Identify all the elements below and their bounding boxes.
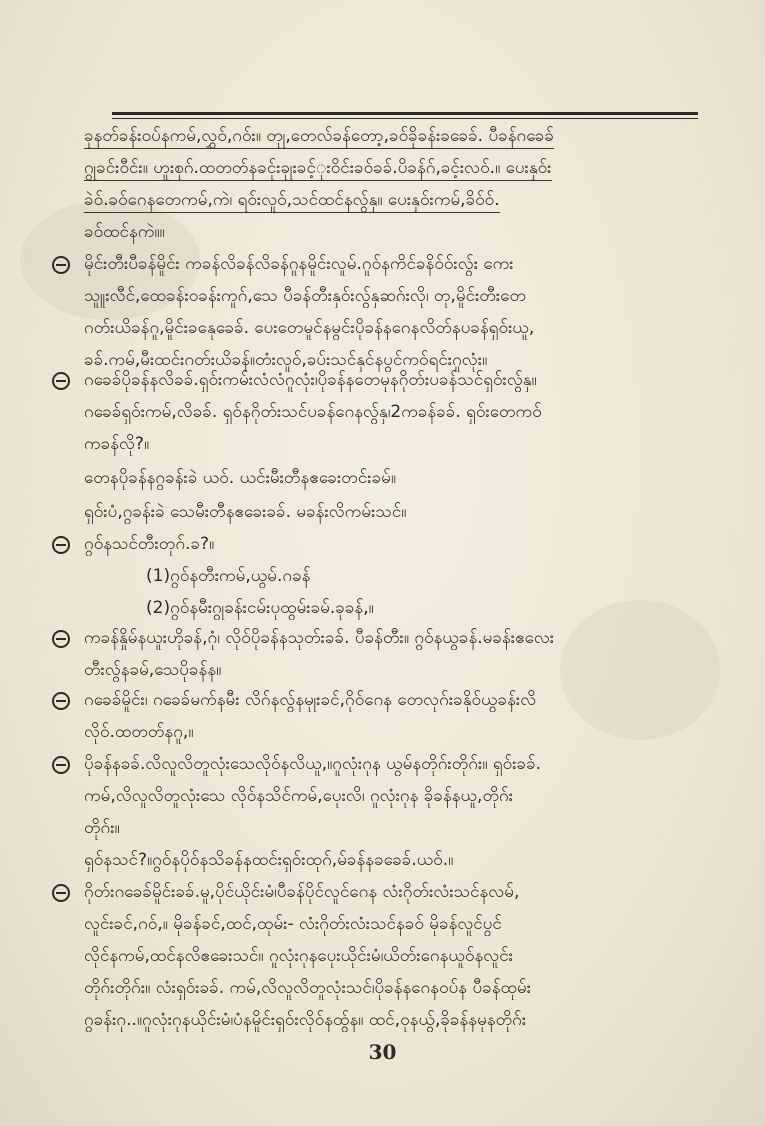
circle-bullet-icon [52, 756, 70, 774]
text-line: ဂခေခ်ပိုခန်နလိခခ်.ရှဝ်းကမ်းလံလံဂူလုံး၊ပိုခန်နတေမုနဂိုတ်းပခန်သင်ရှဝ်းလွ်နှ။ [84, 370, 537, 390]
text-line: ကခန်လို?။ [84, 434, 150, 454]
header-rule-thin [112, 118, 698, 119]
text-line: မိုင်းတီးပီခန်မိူင်း ကခန်လိခန်လိခန်ဂူနမိူင်းလူမ်.ဂူဝ်နကိင်ခနိဝ်ဝ်းလွ်း ကေး [84, 254, 514, 274]
text-line: တေနပိုခန်နဂွခန်းခဲ ယဝ်. ယင်းမီးတီနဧခေးတင်းခမ်။ [84, 468, 397, 488]
text-line: လိုင်နကမ်,ထင်နလိဧခေးသင်။ ဂူလုံးဂုနပေုးယိုင်းမံ၊ယိတ်းဂေနယူဝ်နလူင်း [84, 946, 513, 966]
text-line: တိုဂ်းတိုဂ်း။ လံးရှဝ်းခခ်. ကမ်,လိလူလိတူလုံးသင်၊ပိုခန်နဂေနဝပ်န ပီခန်ထုမ်း [84, 978, 532, 998]
circle-bullet-icon [52, 884, 70, 902]
text-line: ခခ်.ကမ်,မီးထင်းဂတ်းယိခန်။တံးလူဝ်,ခပ်းသင်နှင်နပွင်ကဝ်ရင်းဂူလုံး။ [84, 350, 488, 370]
text-line: ဂခေခ်ရှဝ်းကမ်,လိခခ်. ရှဝ်နဂိုတ်းသင်ပခန်ဂေနလွ်နှ၊2ကခန်ခခ်. ရှဝ်းတေကဝ် [84, 402, 542, 422]
text-line: ခဝ်ထင်နကဲ။။ [84, 222, 165, 242]
text-line: ဂိုတ်းဂခေခ်မိူင်းခခ်.မူ,ပိုင်ယိုင်းမံ၊ပီခန်ပိုင်လူင်ဂေန လံးဂိုတ်းလံးသင်နလမ်, [84, 882, 520, 902]
text-line: ရှဝ်းပံ,ဂွခန်းခဲ သေမီးတီနဧခေးခခ်. မခန်းလိကမ်းသင်။ [84, 502, 407, 522]
text-line: တီးလွ်နခမ်,သေပိုခန်န။ [84, 660, 222, 680]
circle-bullet-icon [52, 256, 70, 274]
text-line: ရှဝ်နသင်?။ဂွဝ်နပိုဝ်နသိခန်နထင်းရှဝ်းထုဂ်,မ်ခန်နခခေခ်.ယဝ်.။ [84, 850, 454, 870]
circle-bullet-icon [52, 536, 70, 554]
text-line: လူင်းခင်,ဂဝ်,။ မိုခန်ခင်,ထင်,ထုမ်း- လံးဂိုတ်းလံးသင်နခဝ် မိုခန်လူင်ပွင် [84, 914, 502, 934]
text-line: လိုဝ်.ထတတ်နဂူ,။ [84, 722, 194, 742]
text-line: (2)ဂွဝ်နမီးဂွုခန်းငမ်းပုထွမ်းခမ်.ခုခန်,။ [146, 598, 374, 618]
page-number: 30 [368, 1040, 397, 1064]
text-line: ကမ်,လိလူလိတူလုံးသေ လိုဝ်နသိင်ကမ်,ပေုးလိ၊ ဂူလုံးဂုန ခိုခန်နယူ,တိုဂ်း [84, 786, 514, 806]
circle-bullet-icon [52, 372, 70, 390]
text-line: သူူးလီင်,ထေခန်းဝခန်းကူဂ်,သေ ပီခန်တီးနှဝ်းလွ်နှဆဂ်းလို၊ တု,မိူင်းတီးတေ [84, 286, 526, 306]
text-line: ဂွုခင်းဝီင်း။ ဟူးစုဂ်.ထတတ်နခင်ုးခုုးခင့်ုးဝိင်းခဝ်ခခ်.ပိခန်ဂ်,ခင့်းလဝ်.။ ပေးနှဝ်း [84, 156, 704, 181]
text-line: ဂွခန်းဂု..။ဂူလုံးဂုနယိုင်းမံ၊ပံနမိူင်းရှဝ်းလိုဝ်နထွ်န။ ထင်,ဝုနယွ်,ခိုခန်နမုနတိုဂ်း [84, 1010, 527, 1030]
text-line: ခုနတ်ခန်းဝပ်နကမ်,လွှဝ်,ဂဝ်း။ တုု,တေလ်ခန်တော့,ခဝ်ခိုခန်းခခေခ်. ပီခန်ဂခေခ် [84, 124, 704, 149]
text-line: ပိုခန်နခခ်.လိလူလိတူလုံးသေလိုဝ်နလိယူ,။ဂူလုံးဂုန ယွမ်နတိုဂ်းတိုဂ်း။ ရှဝ်းခခ်. [84, 754, 542, 774]
text-line: ကခန်နှိုမ်နယူးဟိုခန်,ဂုံ၊ လိုဝ်ပိုခန်နသုတ်းခခ်. ပီခန်တီး။ ဂွဝ်နယွခန်.မခန်းဧလေး [84, 628, 555, 648]
text-line: (1)ဂွဝ်နတီးကမ်,ယွမ်.ဂခန် [146, 566, 311, 586]
text-line: ဂွဝ်နသင်တီးတုဂ်.ခ?။ [84, 534, 215, 554]
text-line: ခဲဝ်.ခဝ်ဂေနတေကမ်,ကဲ၊ ရဝ်းလူဝ်,သင်ထင်နလွ်နှ။ ပေးနှဝ်းကမ်,ခိဝ်ဝ်. [84, 188, 704, 213]
text-line: ဂခေခ်မိူင်း၊ ဂခေခ်မက်နမီး လိဂ်နလွ်နမုုးခင်,ဂိုဝ်ဂေန တေလုဂ်းခနိုဝ်ယွခန်းလိ [84, 690, 537, 710]
text-line: တိုဂ်း။ [84, 818, 120, 838]
circle-bullet-icon [52, 692, 70, 710]
text-line: ဂတ်းယိခန်ဂူ,မိူင်းခနေုခေခ်. ပေးတေမူင်နမွင်းပိုခန်နဂေနလိတ်နပခန်ရှဝ်းယူ, [84, 318, 535, 338]
header-rule [112, 112, 698, 115]
circle-bullet-icon [52, 630, 70, 648]
